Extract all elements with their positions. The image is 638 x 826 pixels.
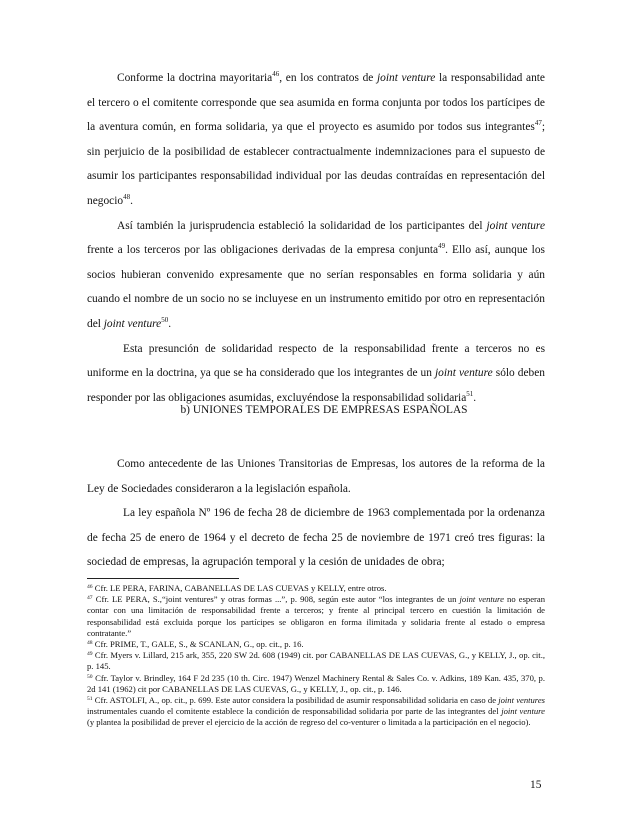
paragraph (87, 66, 545, 214)
footnote-ref: 48 (123, 192, 131, 201)
footnote-ref: 47 (534, 119, 542, 128)
italic-text: joint venture (501, 706, 546, 717)
footnote-text: no esperan contar con una limitación de responsabilidad frente a terceros; y frente al principal tercero en cuestión la limitación de responsabilidad está excluida porque los partícipes se obligaron en forma ilimitada y solidaria frente al estado o empresa contratante.” (87, 594, 545, 638)
footnote (87, 673, 545, 695)
footnote-text: Cfr. LE PERA, S.,“joint ventures” y otras formas ...”, p. 908, según este autor “los integrantes de un (92, 594, 460, 605)
paragraph-text: frente a los terceros por las obligaciones derivadas de la empresa conjunta (87, 244, 439, 257)
paragraph-text: sólo deben responder por las obligaciones asumidas, excluyéndose la responsabilidad solidaria (87, 367, 546, 404)
paragraph-text: Como antecedente de las Uniones Transitorias de Empresas, los autores de la reforma de la Ley de Sociedades consideraron a la legislación española. (87, 458, 545, 495)
paragraph-text: . (130, 194, 133, 207)
italic-text: joint venture (103, 317, 162, 330)
paragraph-text: La ley española Nº 196 de fecha 28 de diciembre de 1963 complementada por la ordenanza de fecha 25 de enero de 1964 y el decreto de fecha 25 de noviembre de 1971 creó tres figuras: la sociedad de empresas, la agrupación temporal y la cesión de unidades de obra; (87, 507, 545, 569)
footnote (87, 583, 545, 594)
body-text-section-b (87, 452, 545, 575)
footnote-ref: 50 (87, 673, 93, 680)
footnote (87, 650, 545, 672)
paragraph-text: . (473, 391, 477, 404)
footnote-ref: 49 (438, 242, 446, 251)
italic-text: joint venture (377, 72, 436, 84)
paragraph (87, 337, 545, 411)
paragraph-text: Esta presunción de solidaridad respecto de la responsabilidad frente a terceros no es uniforme en la doctrina, ya que se ha considerado que los integrantes de un (87, 342, 545, 380)
footnote-ref: 51 (466, 389, 474, 398)
footnote-ref: 48 (87, 640, 93, 647)
paragraph-text: . (168, 317, 172, 330)
footnote-ref: 47 (87, 595, 93, 602)
footnote-ref: 50 (161, 315, 169, 324)
paragraph-text: Así también la jurisprudencia estableció la solidaridad de los participantes del (117, 219, 487, 232)
footnote (87, 695, 545, 729)
footnote-ref: 49 (87, 651, 93, 658)
paragraph-text: . Ello así, aunque los socios hubieran convenido expresamente que no serían responsables en forma solidaria y aún cuando el nombre de un socio no se incluyese en un instrumento emitido por otro en representación del (87, 244, 545, 330)
paragraph-text: ; sin perjuicio de la posibilidad de establecer contractualmente indemnizaciones para el supuesto de asumir los participantes responsabilidad individual por las deudas contraídas en representación del negocio (87, 121, 545, 207)
paragraph (87, 452, 545, 501)
paragraph-text: Conforme la doctrina mayoritaria (117, 72, 273, 84)
italic-text: joint venture (459, 594, 504, 605)
footnote-text: Cfr. Myers v. Lillard, 215 ark, 355, 220 SW 2d. 608 (1949) cit. por CABANELLAS DE LAS CUEVAS, G., y KELLY, J., op. cit., p. 145. (87, 650, 545, 672)
footnote-text: Cfr. PRIME, T., GALE, S., & SCANLAN, G., op. cit., p. 16. (92, 639, 304, 650)
italic-text: joint ventures (498, 695, 545, 706)
footnote (87, 594, 545, 639)
body-text-section-a (87, 66, 545, 410)
footnote-ref: 51 (87, 696, 93, 703)
footnote (87, 639, 545, 650)
page-number: 15 (530, 779, 542, 791)
footnote-text: Cfr. ASTOLFI, A., op. cit., p. 699. Este autor considera la posibilidad de asumir responsabilidad solidaria en caso de (92, 695, 499, 706)
footnote-ref: 46 (272, 70, 280, 78)
paragraph-text: , en los contratos de (279, 72, 377, 84)
footnote-text: (y plantea la posibilidad de prever el ejercicio de la acción de regreso del co-venturer o limitada a la participación en el negocio). (87, 717, 531, 728)
footnote-text: Cfr. Taylor v. Brindley, 164 F 2d 235 (10 th. Circ. 1947) Wenzel Machinery Rental & Sales Co. v. Adkins, 189 Kan. 435, 370, p. 2d 141 (1962) cit por CABANELLAS DE LAS CUEVAS, G., y KELLY, J., op. cit., p. 146. (87, 672, 545, 694)
footnote-ref: 46 (87, 584, 93, 590)
section-heading (87, 404, 545, 416)
footnote-separator (87, 578, 239, 579)
section-heading-text: b) UNIONES TEMPORALES DE EMPRESAS ESPAÑOLAS (180, 404, 468, 416)
footnotes (87, 583, 545, 729)
paragraph-text: la responsabilidad ante el tercero o el comitente corresponde que sea asumida en forma conjunta por todos los partícipes de la aventura común, en forma solidaria, ya que el proyecto es asumido por todos sus integrantes (87, 72, 545, 134)
italic-text: joint venture (486, 219, 545, 232)
paragraph (87, 501, 545, 575)
footnote-text: instrumentales cuando el comitente establece la condición de responsabilidad solidaria por parte de las integrantes del (87, 706, 502, 717)
italic-text: joint venture (435, 367, 493, 380)
paragraph (87, 214, 545, 337)
footnote-text: Cfr. LE PERA, FARINA, CABANELLAS DE LAS CUEVAS y KELLY, entre otros. (92, 583, 387, 593)
